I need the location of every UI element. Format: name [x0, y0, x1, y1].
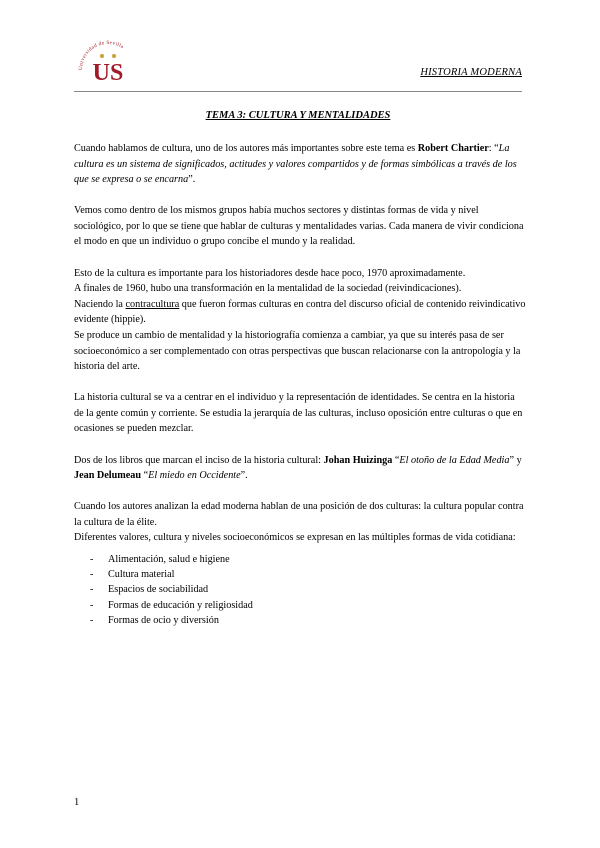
header-rule — [74, 91, 522, 92]
list-item-text: Cultura material — [108, 569, 175, 581]
chartier-quote: La cultura es un sistema de significados, actitudes y valores compartidos y de formas simbólicas a través de los que se expresa o se encarna — [74, 143, 517, 186]
p5-q1-close: ” — [509, 454, 515, 466]
contracultura-term: contracultura — [125, 298, 180, 310]
list-dash: - — [90, 569, 94, 581]
logo-arc-text: Universidad de Sevilla — [77, 39, 125, 71]
author-delumeau: Jean Delumeau — [74, 470, 142, 482]
p1-quote-close: ”. — [188, 174, 196, 186]
document-body — [74, 141, 526, 628]
p6-line2: Diferentes valores, cultura y niveles socioeconómicos se expresan en las múltiples formas de vida cotidiana: — [74, 532, 516, 544]
list-item — [74, 567, 526, 582]
list-item-text: Formas de educación y religiosidad — [108, 599, 253, 611]
author-chartier: Robert Chartier — [417, 143, 489, 154]
document-title: TEMA 3: CULTURA Y MENTALIDADES — [205, 110, 391, 121]
logo-letter: US — [92, 60, 124, 84]
paragraph-2: Vemos como dentro de los mismos grupos había muchos sectores y distintas formas de vida y nivel sociológico, por lo que se tiene que hablar de culturas y mentalidades varias. Cada manera de vivir condiciona el modo en que un individuo o grupo concibe el mundo y la realidad. — [74, 205, 524, 248]
list-dash: - — [90, 614, 94, 626]
list-item — [74, 613, 526, 628]
paragraph-6 — [74, 499, 526, 546]
paragraph-4: La historia cultural se va a centrar en el individuo y la representación de identidades. Se centra en la historia de la gente común y corriente. Se estudia la jerarquía de las culturas, incluso oposición entre culturas o que en ocasiones se pueden mezclar. — [74, 392, 523, 435]
p3-line3b: que fueron formas culturas en contra del discurso oficial de contenido reivindicativo evidente (hippie). — [74, 298, 526, 326]
page-number: 1 — [74, 797, 80, 808]
list-dash: - — [90, 599, 94, 611]
list-item — [74, 582, 526, 597]
p5-text: Dos de los libros que marcan el inciso de la historia cultural: — [74, 454, 324, 466]
p3-line4: Se produce un cambio de mentalidad y la historiografía comienza a cambiar, ya que su interés pasa de ser socioeconómico a ser complementado con otras perspectivas que buscan relacionarse con la antropología y la historia del arte. — [74, 329, 521, 373]
p5-conjunction: y — [514, 454, 522, 466]
p1-quote-open: : “ — [488, 143, 499, 154]
list-item — [74, 552, 526, 567]
p3-line2: A finales de 1960, hubo una transformación en la mentalidad de la sociedad (reivindicaciones). — [74, 283, 462, 295]
university-seal-logo — [72, 36, 152, 84]
p3-line1: Esto de la cultura es importante para los historiadores desde hace poco, 1970 aproximadamente. — [74, 267, 466, 279]
paragraph-3 — [74, 266, 526, 375]
list-dash: - — [90, 584, 94, 596]
p1-text: Cuando hablamos de cultura, uno de los autores más importantes sobre este tema es — [74, 143, 418, 154]
list-item — [74, 598, 526, 613]
daily-life-list — [74, 552, 526, 628]
list-item-text: Espacios de sociabilidad — [108, 584, 209, 596]
paragraph-5 — [74, 453, 526, 484]
book-otono: El otoño de la Edad Media — [399, 454, 510, 466]
p6-line1: Cuando los autores analizan la edad moderna hablan de una posición de dos culturas: la cultura popular contra la cultura de la élite. — [74, 501, 524, 528]
p3-line3a: Naciendo la — [74, 298, 126, 310]
p5-q1-open: “ — [392, 454, 400, 466]
list-item-text: Formas de ocio y diversión — [108, 614, 219, 626]
book-miedo: El miedo en Occidente — [148, 470, 241, 482]
p5-q2-open: “ — [141, 470, 149, 482]
p5-q2-close: ”. — [240, 470, 248, 482]
list-dash: - — [90, 553, 94, 565]
author-huizinga: Johan Huizinga — [323, 454, 393, 466]
running-header: HISTORIA MODERNA — [420, 67, 522, 78]
list-item-text: Alimentación, salud e higiene — [108, 553, 230, 565]
paragraph-1 — [74, 141, 526, 188]
